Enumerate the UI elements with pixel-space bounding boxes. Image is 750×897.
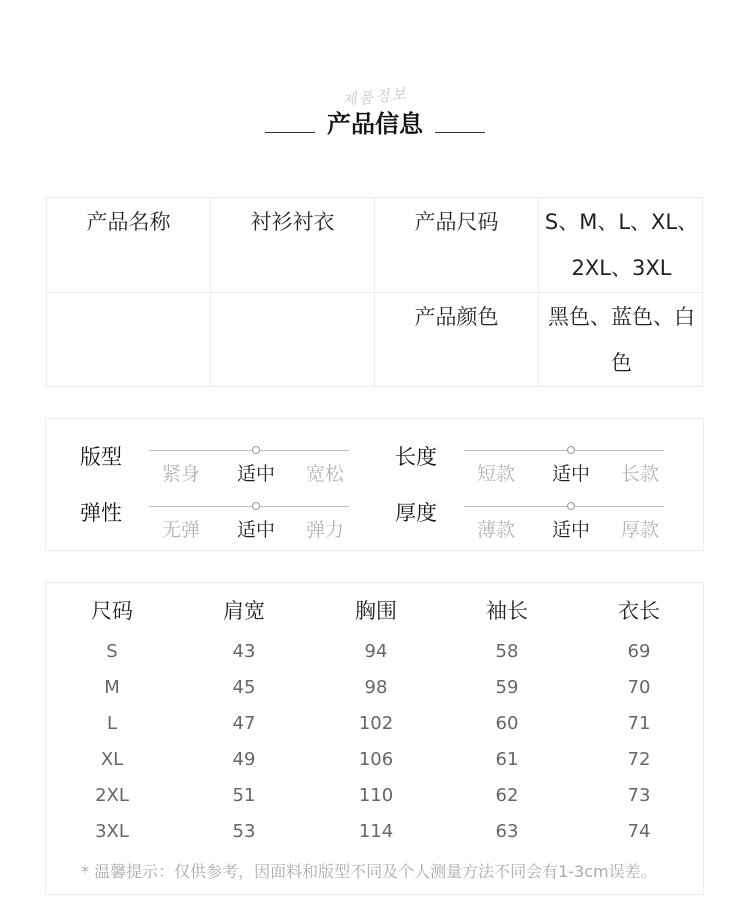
table-cell: 53 — [232, 821, 256, 842]
length-scale-line — [464, 450, 664, 451]
fit-option-loose: 宽松 — [305, 463, 344, 485]
measurement-note: * 温馨提示：仅供参考，因面料和版型不同及个人测量方法不同会有1-3cm误差。 — [81, 862, 657, 881]
fit-scale-marker — [252, 446, 260, 454]
column-header-sleeve: 袖长 — [486, 599, 528, 623]
table-cell: 47 — [232, 713, 256, 734]
table-cell: 74 — [627, 821, 651, 842]
thickness-option-thick: 厚款 — [620, 519, 659, 541]
fit-scale-line — [149, 450, 349, 451]
product-info-table — [46, 197, 703, 387]
product-color-value: 黑色、蓝色、白色 — [548, 305, 695, 375]
table-cell: 49 — [232, 749, 256, 770]
length-option-long: 长款 — [620, 463, 659, 485]
table-cell: 98 — [364, 677, 388, 698]
table-cell: L — [106, 713, 118, 734]
table-cell: 73 — [627, 785, 651, 806]
table-cell: 45 — [232, 677, 256, 698]
table-cell: 62 — [495, 785, 519, 806]
table-cell: 3XL — [95, 821, 129, 842]
table-cell: 60 — [495, 713, 519, 734]
table-cell: 71 — [627, 713, 651, 734]
table-cell: XL — [100, 749, 124, 770]
table-cell: 63 — [495, 821, 519, 842]
empty-cell — [211, 293, 375, 388]
thickness-scale-line — [464, 506, 664, 507]
elasticity-option-stretch: 弹力 — [305, 519, 344, 541]
attribute-scales-panel — [45, 418, 704, 551]
table-cell: 70 — [627, 677, 651, 698]
table-cell: S — [106, 641, 118, 662]
thickness-option-regular: 适中 — [551, 519, 590, 541]
product-name-value: 衬衫衬衣 — [211, 198, 375, 293]
title-left-rule — [265, 132, 315, 133]
table-cell: 110 — [358, 785, 394, 806]
table-cell: 94 — [364, 641, 388, 662]
table-cell: 58 — [495, 641, 519, 662]
elasticity-scale-marker — [252, 502, 260, 510]
table-cell: 69 — [627, 641, 651, 662]
thickness-scale-marker — [567, 502, 575, 510]
fit-option-regular: 适中 — [236, 463, 275, 485]
length-label: 长度 — [395, 445, 437, 469]
fit-option-tight: 紧身 — [161, 463, 200, 485]
table-cell: 43 — [232, 641, 256, 662]
elasticity-scale-line — [149, 506, 349, 507]
product-size-label: 产品尺码 — [375, 198, 539, 293]
elasticity-label: 弹性 — [80, 501, 122, 525]
length-scale-marker — [567, 446, 575, 454]
section-title-row — [0, 104, 750, 139]
column-header-chest: 胸围 — [355, 599, 397, 623]
thickness-label: 厚度 — [395, 501, 437, 525]
size-chart-table — [45, 582, 704, 895]
thickness-option-thin: 薄款 — [476, 519, 515, 541]
product-name-label: 产品名称 — [47, 198, 211, 293]
title-right-rule — [435, 132, 485, 133]
column-header-shoulder: 肩宽 — [223, 599, 265, 623]
product-color-label: 产品颜色 — [375, 293, 539, 388]
table-cell: 2XL — [95, 785, 129, 806]
table-cell: 72 — [627, 749, 651, 770]
table-cell: 51 — [232, 785, 256, 806]
elasticity-option-regular: 适中 — [236, 519, 275, 541]
product-size-value: S、M、L、XL、2XL、3XL — [539, 198, 704, 293]
page-title: 产品信息 — [327, 110, 423, 138]
length-option-regular: 适中 — [551, 463, 590, 485]
column-header-length: 衣长 — [618, 599, 660, 623]
column-header-size: 尺码 — [91, 599, 133, 623]
table-cell: 106 — [358, 749, 394, 770]
length-option-short: 短款 — [476, 463, 515, 485]
decorative-ghost-text: 제품정보 — [341, 84, 409, 110]
table-cell: 59 — [495, 677, 519, 698]
table-cell: M — [104, 677, 120, 698]
elasticity-option-none: 无弹 — [161, 519, 200, 541]
empty-cell — [47, 293, 211, 388]
table-cell: 102 — [358, 713, 394, 734]
table-cell: 61 — [495, 749, 519, 770]
fit-label: 版型 — [80, 445, 122, 469]
table-cell: 114 — [358, 821, 394, 842]
